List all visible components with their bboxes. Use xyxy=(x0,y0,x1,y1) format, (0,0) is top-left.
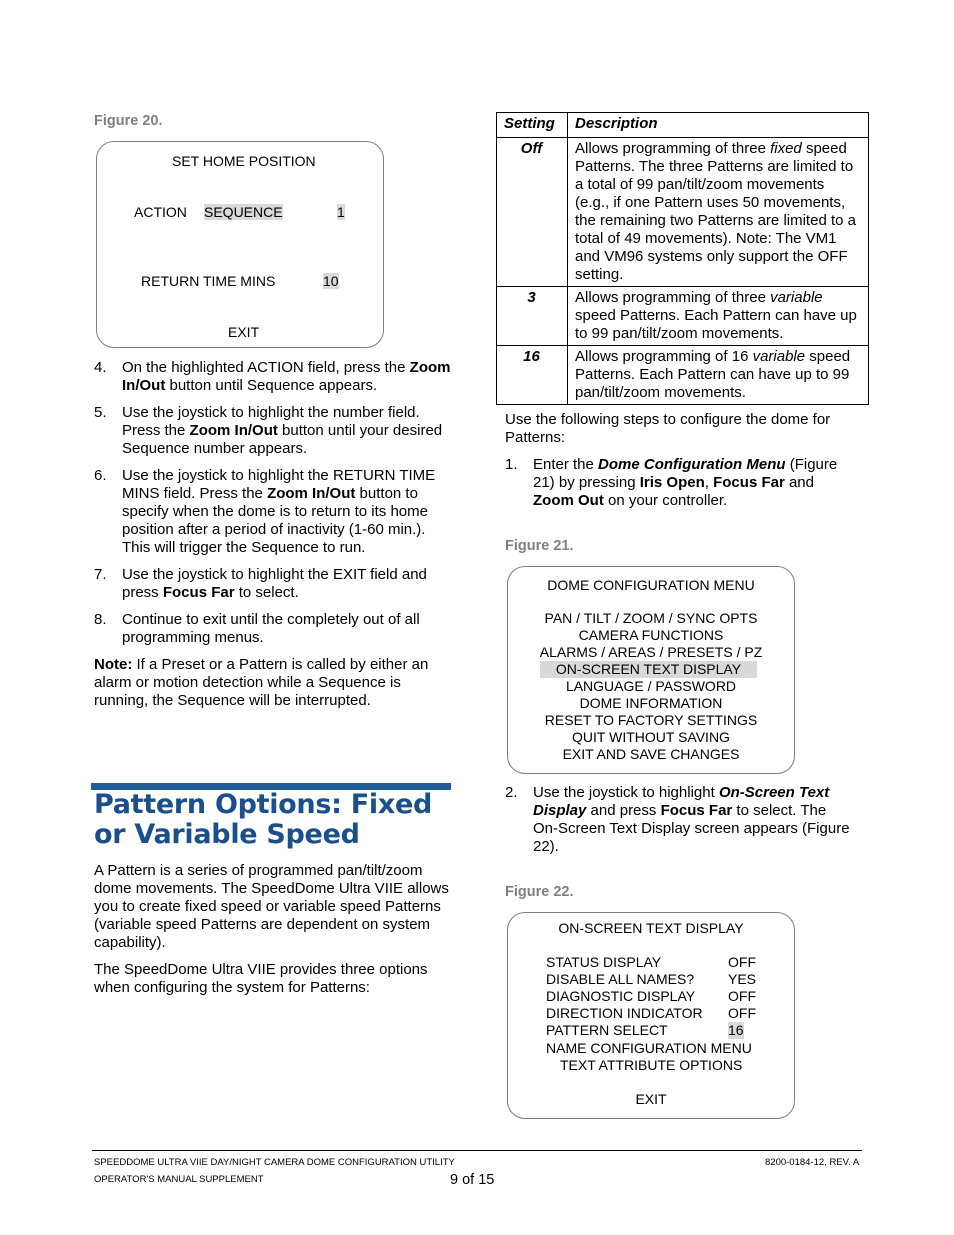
note-paragraph xyxy=(94,656,452,710)
description-cell xyxy=(568,346,869,405)
return-time-label: RETURN TIME MINS xyxy=(141,273,276,289)
step-text: Use the joystick to highlight the EXIT field and press xyxy=(122,566,427,601)
osd-title: ON-SCREEN TEXT DISPLAY xyxy=(558,920,744,936)
step-number: 5. xyxy=(94,404,107,421)
list-item xyxy=(94,611,452,647)
step-text: Use the joystick to highlight the RETURN TIME MINS field. Press the xyxy=(122,467,436,502)
setting-name: STATUS DISPLAY xyxy=(546,954,662,970)
figure-22-screen xyxy=(507,912,795,1119)
menu-item: DOME INFORMATION xyxy=(579,695,723,711)
footer-doc-number: 8200-0184-12, REV. A xyxy=(765,1157,860,1168)
step-text: and xyxy=(784,474,814,491)
note-label: Note: xyxy=(94,656,133,673)
left-steps xyxy=(94,359,452,710)
list-item xyxy=(505,784,855,856)
section-heading: Pattern Options: Fixed or Variable Speed xyxy=(94,789,432,850)
step-bold: Focus Far xyxy=(162,584,235,601)
description-text: speed Patterns. Each Pattern can have up to 99 pan/tilt/zoom movements. xyxy=(575,348,851,401)
right-step-2 xyxy=(505,784,855,865)
list-item xyxy=(94,467,452,557)
osd-title: SET HOME POSITION xyxy=(172,153,316,169)
step-number: 4. xyxy=(94,359,107,376)
step-text: on your controller. xyxy=(603,492,728,509)
step-number: 7. xyxy=(94,566,107,583)
list-item xyxy=(94,359,452,395)
action-label: ACTION xyxy=(134,204,187,220)
step-number: 1. xyxy=(505,456,518,473)
osd-title: DOME CONFIGURATION MENU xyxy=(547,577,755,593)
menu-item: RESET TO FACTORY SETTINGS xyxy=(544,712,758,728)
name-config-row xyxy=(546,1040,756,1057)
action-number: 1 xyxy=(337,204,345,220)
settings-table xyxy=(496,112,869,405)
description-cell xyxy=(568,287,869,346)
setting-value: OFF xyxy=(728,954,756,970)
action-value: SEQUENCE xyxy=(204,204,283,220)
description-text: Allows programming of three xyxy=(575,140,771,157)
menu-item: QUIT WITHOUT SAVING xyxy=(572,729,730,745)
description-emphasis: fixed xyxy=(770,140,802,157)
footer-title: SPEEDDOME ULTRA VIIE DAY/NIGHT CAMERA DOME CONFIGURATION UTILITY xyxy=(94,1157,455,1168)
description-text: speed Patterns. The three Patterns are limited to a total of 99 pan/tilt/zoom movements (e.g., if one Pattern uses 50 movements, the remaining two Patterns are limited to a total of 49 movements). Note: The VM1 and VM96 systems only support the OFF setting. xyxy=(575,140,856,283)
step-bold: Zoom Out xyxy=(533,492,604,509)
step-number: 8. xyxy=(94,611,107,628)
description-cell xyxy=(568,138,869,287)
list-item xyxy=(94,404,452,458)
table-header-row xyxy=(497,113,869,138)
figure-21-label: Figure 21. xyxy=(505,538,574,554)
step-text: Enter the xyxy=(533,456,599,473)
step-bold: Zoom In/Out xyxy=(122,359,451,394)
menu-item: ON-SCREEN TEXT DISPLAY xyxy=(540,661,757,678)
osd-setting-row xyxy=(546,988,756,1005)
step-text: button to specify when the dome is to return to its home position after a period of inactivity (1-60 min.). This will trigger the Sequence to run. xyxy=(122,485,428,556)
osd-setting-row xyxy=(546,1022,756,1039)
return-time-value: 10 xyxy=(323,273,339,289)
step-text: On the highlighted ACTION field, press the xyxy=(122,359,410,376)
setting-cell: 16 xyxy=(497,346,568,405)
setting-name: DIAGNOSTIC DISPLAY xyxy=(546,988,696,1004)
list-item xyxy=(94,566,452,602)
right-intro: Use the following steps to configure the dome for Patterns: xyxy=(505,411,831,446)
step-text: Use the joystick to highlight xyxy=(533,784,719,801)
osd-setting-row xyxy=(546,954,756,971)
description-text: Allows programming of 16 xyxy=(575,348,753,365)
name-config-label: NAME CONFIGURATION MENU xyxy=(546,1040,752,1056)
text-attr-label: TEXT ATTRIBUTE OPTIONS xyxy=(560,1057,743,1073)
step-bold: Focus Far xyxy=(660,802,733,819)
step-bold: Focus Far xyxy=(713,474,785,491)
setting-name: DIRECTION INDICATOR xyxy=(546,1005,703,1021)
step-text: Use the joystick to highlight the number field. Press the xyxy=(122,404,420,439)
section-para-1: A Pattern is a series of programmed pan/tilt/zoom dome movements. The SpeedDome Ultra VIIE allows you to create fixed speed or variable speed Patterns (variable speed Patterns are dependent on system capability). xyxy=(94,862,449,951)
description-emphasis: variable xyxy=(752,348,806,365)
table-header-setting: Setting xyxy=(497,113,568,138)
table-row xyxy=(497,287,869,346)
setting-value: OFF xyxy=(728,988,756,1004)
page-number: 9 of 15 xyxy=(450,1172,495,1188)
setting-cell: Off xyxy=(497,138,568,287)
step-bold: Iris Open xyxy=(639,474,705,491)
step-text: (Figure 21) by pressing xyxy=(533,456,838,491)
osd-exit: EXIT xyxy=(635,1091,667,1107)
description-emphasis: variable xyxy=(770,289,823,306)
figure-21-screen xyxy=(507,566,795,774)
setting-value: 16 xyxy=(728,1022,744,1038)
step-text: and press xyxy=(586,802,661,819)
osd-setting-row xyxy=(546,971,756,988)
description-text: Allows programming of three xyxy=(575,289,771,306)
section-body xyxy=(94,862,449,997)
table-row xyxy=(497,346,869,405)
step-number: 6. xyxy=(94,467,107,484)
step-bold: Zoom In/Out xyxy=(189,422,278,439)
description-text: speed Patterns. Each Pattern can have up to 99 pan/tilt/zoom movements. xyxy=(575,307,857,342)
setting-value: OFF xyxy=(728,1005,756,1021)
figure-20-label: Figure 20. xyxy=(94,113,163,129)
step-text: to select. xyxy=(234,584,299,601)
table-header-description: Description xyxy=(568,113,869,138)
footer-rule xyxy=(92,1150,862,1151)
menu-item: EXIT AND SAVE CHANGES xyxy=(562,746,740,762)
setting-value: YES xyxy=(728,971,757,987)
step-number: 2. xyxy=(505,784,518,801)
osd-setting-row xyxy=(546,1005,756,1022)
setting-name: PATTERN SELECT xyxy=(546,1022,668,1038)
figure-22-label: Figure 22. xyxy=(505,884,574,900)
menu-item: ALARMS / AREAS / PRESETS / PZ xyxy=(539,644,763,660)
footer-subtitle: OPERATOR'S MANUAL SUPPLEMENT xyxy=(94,1174,264,1185)
menu-item: CAMERA FUNCTIONS xyxy=(578,627,724,643)
right-step-1 xyxy=(505,456,855,519)
note-text: If a Preset or a Pattern is called by either an alarm or motion detection while a Sequence is running, the Sequence will be interrupted. xyxy=(94,656,429,709)
step-emphasis: On-Screen Text Display xyxy=(533,784,830,819)
step-emphasis: Dome Configuration Menu xyxy=(598,456,786,473)
section-para-2: The SpeedDome Ultra VIIE provides three options when configuring the system for Patterns: xyxy=(94,961,428,996)
list-item xyxy=(505,456,855,510)
figure-20-screen xyxy=(96,141,384,348)
setting-cell: 3 xyxy=(497,287,568,346)
step-text: Continue to exit until the completely out of all programming menus. xyxy=(122,611,420,646)
setting-name: DISABLE ALL NAMES? xyxy=(546,971,695,987)
menu-item: PAN / TILT / ZOOM / SYNC OPTS xyxy=(544,610,758,626)
step-text: button until your desired Sequence number appears. xyxy=(122,422,443,457)
menu-item: LANGUAGE / PASSWORD xyxy=(565,678,737,694)
step-bold: Zoom In/Out xyxy=(267,485,356,502)
step-text: button until Sequence appears. xyxy=(165,377,378,394)
step-text: , xyxy=(704,474,714,491)
text-attr-row xyxy=(560,1057,756,1074)
table-row xyxy=(497,138,869,287)
osd-exit: EXIT xyxy=(228,324,260,340)
step-text: to select. The On-Screen Text Display screen appears (Figure 22). xyxy=(533,802,850,855)
